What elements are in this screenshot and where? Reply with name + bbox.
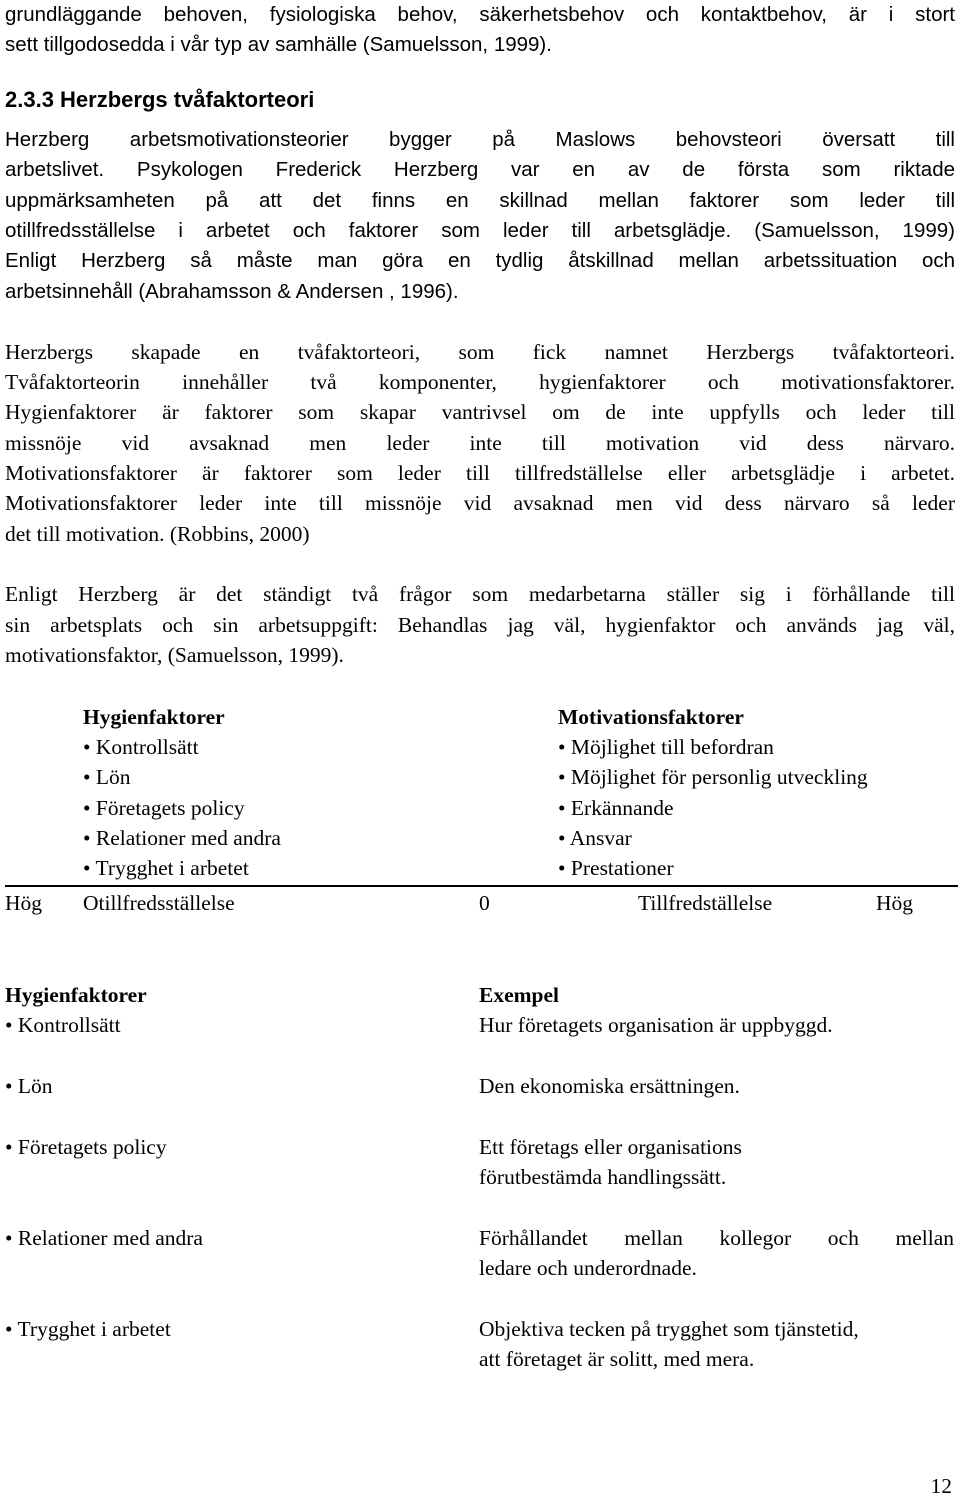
examples-factor-label: Företagets policy	[17, 1135, 167, 1159]
page-number: 12	[930, 1474, 952, 1498]
paragraph-3-line-6: Motivationsfaktorer leder inte till missnöje vid avsaknad men vid dess närvaro så leder	[5, 491, 955, 515]
bullet-icon: •	[558, 796, 566, 820]
diagram-hygiene-item	[83, 853, 249, 883]
diagram-hygiene-title: Hygienfaktorer	[83, 705, 225, 729]
paragraph-3-line-4: missnöje vid avsaknad men leder inte till motivation vid dess närvaro.	[5, 431, 955, 455]
paragraph-1-line-2: sett tillgodosedda i vår typ av samhälle (Samuelsson, 1999).	[5, 33, 552, 56]
examples-col2-title: Exempel	[479, 983, 560, 1007]
diagram-hygiene-item-label: Trygghet i arbetet	[95, 856, 249, 880]
examples-example: Förhållandet mellan kollegor och mellan	[479, 1226, 954, 1250]
bullet-icon: •	[83, 796, 91, 820]
paragraph-2-line-5: Enligt Herzberg så måste man göra en tydlig åtskillnad mellan arbetssituation och	[5, 249, 955, 272]
diagram-hygiene-item	[83, 823, 281, 853]
paragraph-2-line-3: uppmärksamheten på att det finns en skillnad mellan faktorer som leder till	[5, 189, 955, 212]
diagram-motivation-item	[558, 793, 674, 823]
paragraph-3-line-5: Motivationsfaktorer är faktorer som leder till tillfredställelse eller arbetsglädje i arbetet.	[5, 461, 955, 485]
examples-factor-label: Relationer med andra	[17, 1226, 203, 1250]
scale-left-label: Otillfredsställelse	[83, 891, 235, 915]
bullet-icon: •	[83, 765, 91, 789]
bullet-icon: •	[83, 856, 91, 880]
examples-example: Objektiva tecken på trygghet som tjänstetid,	[479, 1317, 859, 1341]
paragraph-2-line-4: otillfredsställelse i arbetet och faktorer som leder till arbetsglädje. (Samuelsson, 1999)	[5, 219, 955, 242]
diagram-motivation-item	[558, 823, 632, 853]
paragraph-2-line-6: arbetsinnehåll (Abrahamsson & Andersen , 1996).	[5, 280, 459, 303]
paragraph-3-line-3: Hygienfaktorer är faktorer som skapar vantrivsel om de inte uppfylls och leder till	[5, 400, 955, 424]
bullet-icon: •	[558, 765, 566, 789]
examples-factor	[5, 1010, 121, 1040]
diagram-motivation-item-label: Erkännande	[570, 796, 674, 820]
bullet-icon: •	[558, 826, 566, 850]
examples-factor	[5, 1071, 53, 1101]
examples-example: Den ekonomiska ersättningen.	[479, 1074, 740, 1098]
scale-zero: 0	[479, 891, 490, 915]
scale-right-label: Tillfredställelse	[638, 891, 773, 915]
paragraph-2-line-1: Herzberg arbetsmotivationsteorier bygger på Maslows behovsteori översatt till	[5, 128, 955, 151]
examples-factor	[5, 1223, 203, 1253]
paragraph-4-line-1: Enligt Herzberg är det ständigt två frågor som medarbetarna ställer sig i förhållande till	[5, 582, 955, 606]
diagram-hygiene-item-label: Relationer med andra	[95, 826, 281, 850]
examples-col1-title: Hygienfaktorer	[5, 983, 147, 1007]
diagram-motivation-item	[558, 732, 774, 762]
bullet-icon: •	[83, 826, 91, 850]
bullet-icon: •	[5, 1135, 13, 1159]
diagram-hygiene-item-label: Lön	[95, 765, 131, 789]
paragraph-3-line-7: det till motivation. (Robbins, 2000)	[5, 522, 310, 546]
bullet-icon: •	[558, 735, 566, 759]
examples-example: ledare och underordnade.	[479, 1256, 697, 1280]
bullet-icon: •	[5, 1317, 13, 1341]
diagram-motivation-item-label: Ansvar	[569, 826, 632, 850]
bullet-icon: •	[5, 1074, 13, 1098]
paragraph-2-line-2: arbetslivet. Psykologen Frederick Herzberg var en av de första som riktade	[5, 158, 955, 181]
examples-factor-label: Lön	[17, 1074, 53, 1098]
diagram-motivation-item-label: Möjlighet till befordran	[570, 735, 774, 759]
scale-left-end: Hög	[5, 891, 43, 915]
examples-example: att företaget är solitt, med mera.	[479, 1347, 755, 1371]
diagram-hygiene-item	[83, 762, 131, 792]
examples-factor-label: Kontrollsätt	[17, 1013, 121, 1037]
examples-example: Ett företags eller organisations	[479, 1135, 742, 1159]
examples-factor	[5, 1132, 167, 1162]
diagram-hygiene-item-label: Kontrollsätt	[95, 735, 199, 759]
paragraph-4-line-2: sin arbetsplats och sin arbetsuppgift: Behandlas jag väl, hygienfaktor och används jag väl,	[5, 613, 955, 637]
paragraph-3-line-2: Tvåfaktorteorin innehåller två komponenter, hygienfaktorer och motivationsfaktorer.	[5, 370, 955, 394]
diagram-motivation-title: Motivationsfaktorer	[558, 705, 744, 729]
diagram-hygiene-item	[83, 732, 199, 762]
paragraph-3-line-1: Herzbergs skapade en tvåfaktorteori, som fick namnet Herzbergs tvåfaktorteori.	[5, 340, 955, 364]
diagram-motivation-item	[558, 853, 674, 883]
examples-example: förutbestämda handlingssätt.	[479, 1165, 727, 1189]
paragraph-4-line-3: motivationsfaktor, (Samuelsson, 1999).	[5, 643, 344, 667]
paragraph-1-line-1: grundläggande behoven, fysiologiska behov, säkerhetsbehov och kontaktbehov, är i stort	[5, 3, 955, 26]
bullet-icon: •	[5, 1226, 13, 1250]
bullet-icon: •	[5, 1013, 13, 1037]
diagram-motivation-item-label: Prestationer	[570, 856, 674, 880]
diagram-hygiene-item-label: Företagets policy	[95, 796, 245, 820]
scale-rule	[5, 885, 958, 887]
scale-right-end: Hög	[876, 891, 914, 915]
examples-example: Hur företagets organisation är uppbyggd.	[479, 1013, 833, 1037]
diagram-motivation-item-label: Möjlighet för personlig utveckling	[570, 765, 868, 789]
examples-factor-label: Trygghet i arbetet	[17, 1317, 171, 1341]
bullet-icon: •	[83, 735, 91, 759]
diagram-motivation-item	[558, 762, 868, 792]
diagram-hygiene-item	[83, 793, 245, 823]
bullet-icon: •	[558, 856, 566, 880]
section-heading: 2.3.3 Herzbergs tvåfaktorteori	[5, 87, 315, 112]
examples-factor	[5, 1314, 171, 1344]
